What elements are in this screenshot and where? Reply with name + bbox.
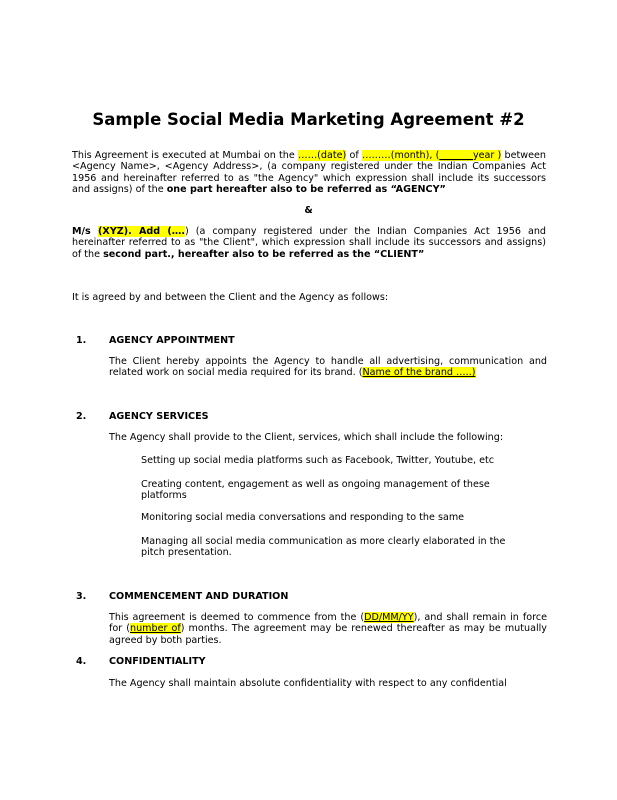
intro-text-1: This Agreement is executed at Mumbai on the bbox=[72, 150, 298, 161]
month-placeholder: ………(month), ( bbox=[361, 150, 440, 161]
intro-party-bold: one part hereafter also to be referred as “AGENCY” bbox=[166, 184, 446, 196]
section-3-number: 3. bbox=[76, 591, 87, 602]
service-item: Setting up social media platforms such as Facebook, Twitter, Youtube, etc bbox=[141, 455, 495, 466]
start-date-placeholder: DD/MM/YY bbox=[364, 612, 414, 623]
months-placeholder: number of bbox=[129, 623, 181, 635]
service-item: Monitoring social media conversations and responding to the same bbox=[141, 512, 465, 523]
agreed-paragraph: It is agreed by and between the Client and the Agency as follows: bbox=[72, 292, 389, 303]
date-placeholder: ……(date) bbox=[297, 150, 347, 161]
service-item: Creating content, engagement as well as ongoing management of these platforms bbox=[141, 479, 490, 502]
year-placeholder: year ) bbox=[472, 150, 502, 161]
section-2-title: AGENCY SERVICES bbox=[109, 411, 209, 422]
intro-paragraph bbox=[72, 150, 546, 196]
section-1-title: AGENCY APPOINTMENT bbox=[109, 335, 235, 346]
year-blank: _______ bbox=[439, 150, 473, 161]
brand-placeholder: Name of the brand …..) bbox=[362, 367, 476, 379]
section-2-body: The Agency shall provide to the Client, services, which shall include the following: bbox=[109, 432, 504, 443]
section-3-body bbox=[109, 612, 547, 646]
service-item: Managing all social media communication as more clearly elaborated in the pitch presentation. bbox=[141, 536, 506, 559]
section-4-number: 4. bbox=[76, 656, 87, 667]
client-party-bold: second part., hereafter also to be referred as the “CLIENT” bbox=[103, 248, 425, 260]
section-4-title: CONFIDENTIALITY bbox=[109, 656, 206, 667]
section-2-number: 2. bbox=[76, 411, 87, 422]
section-3-text-1: This agreement is deemed to commence from the ( bbox=[109, 612, 365, 623]
section-1-body bbox=[109, 356, 547, 379]
document-title: Sample Social Media Marketing Agreement #2 bbox=[92, 110, 525, 129]
client-ms: M/s bbox=[72, 226, 99, 237]
ampersand: & bbox=[304, 205, 313, 216]
section-3-text-2: ), and shall remain in force for ( bbox=[109, 612, 547, 635]
client-xyz-placeholder: (XYZ). Add (…. bbox=[98, 226, 186, 237]
intro-text-2: of bbox=[346, 150, 362, 161]
intro-text-3: between <Agency Name>, <Agency Address>, (a company registered under the Indian Companies Act 1956 and hereinafter referred to as "the Agency" which expression shall include its successors and assigns) of the bbox=[72, 150, 546, 196]
section-1-text: The Client hereby appoints the Agency to handle all advertising, communication and related work on social media required for its brand. ( bbox=[109, 356, 547, 379]
section-3-title: COMMENCEMENT AND DURATION bbox=[109, 591, 289, 602]
section-4-body: The Agency shall maintain absolute confidentiality with respect to any confidential bbox=[109, 678, 507, 689]
client-paragraph bbox=[72, 226, 546, 260]
client-text-1: ) (a company registered under the Indian Companies Act 1956 and hereinafter referred to as "the Client", which expression shall include its successors and assigns) of the bbox=[72, 226, 546, 260]
section-3-text-3: ) months. The agreement may be renewed thereafter as may be mutually agreed by both parties. bbox=[109, 623, 547, 646]
section-1-number: 1. bbox=[76, 335, 87, 346]
